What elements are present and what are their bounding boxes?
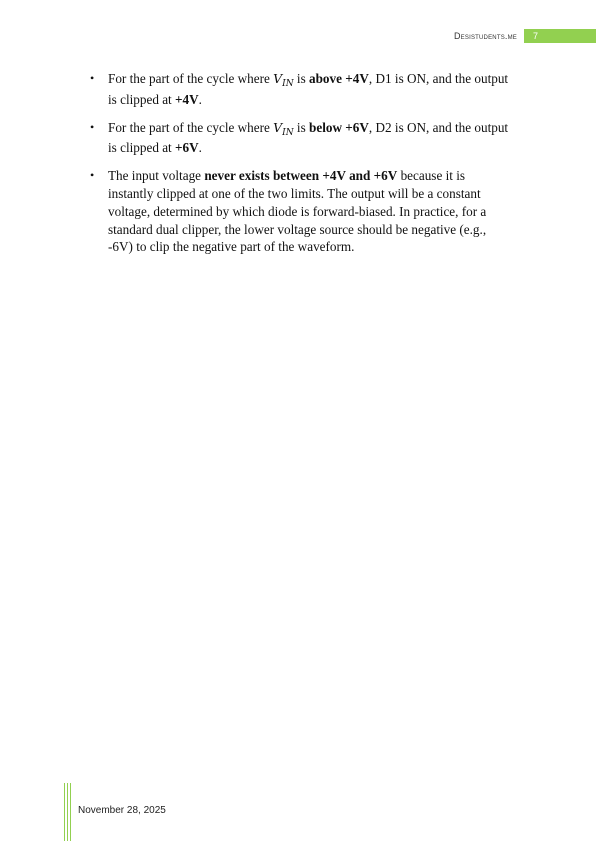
bold-text: +6V (175, 140, 199, 156)
variable-subscript: IN (282, 79, 294, 89)
text-run: For the part of the cycle where (108, 119, 274, 135)
text-run: . (198, 91, 202, 107)
text-run: because it is instantly clipped at one of the two limits. The output will be a constant voltage, determined by which diode is forward-biased. In practice, for a standard dual clipper, the lower voltage source should be negative (e.g., -6V) to clip the negative part of the waveform. (108, 168, 487, 255)
bullet-item-above-4v (90, 70, 510, 109)
text-run: is (293, 71, 309, 86)
variable-v: V (273, 119, 283, 135)
header-page-number: 7 (524, 29, 596, 43)
text-run: . (198, 140, 202, 156)
bullet-item-never-exists (90, 167, 510, 256)
text-run: , D2 is ON, and the output is clipped at (108, 119, 509, 156)
bold-text: never exists between +4V and +6V (204, 168, 398, 184)
variable-v: V (273, 71, 283, 86)
bullet-icon: • (90, 168, 95, 183)
document-body (90, 70, 510, 266)
footer-bar (64, 783, 65, 841)
bullet-list (90, 70, 510, 256)
bullet-icon: • (90, 71, 95, 85)
text-run: For the part of the cycle where (108, 71, 274, 86)
footer-date: November 28, 2025 (78, 805, 166, 816)
footer-accent-bars (64, 783, 72, 841)
bullet-item-below-6v (90, 119, 510, 158)
text-run: is (293, 119, 309, 135)
bold-text: above (309, 71, 342, 86)
bullet-text (108, 168, 486, 254)
text-run: The input voltage (108, 168, 205, 184)
bullet-text (108, 120, 508, 156)
text-run: , D1 is ON, and the output is clipped at (108, 71, 509, 107)
bold-text: below (309, 119, 342, 135)
bold-text: +4V (175, 91, 199, 107)
header-site-name: Desistudents.me (453, 31, 517, 41)
bullet-icon: • (90, 119, 95, 134)
page-header (454, 29, 596, 43)
variable-subscript: IN (282, 127, 294, 138)
footer-bar (67, 783, 68, 841)
bold-text: +6V (345, 119, 369, 135)
bullet-text (108, 71, 508, 107)
footer-bar (70, 783, 71, 841)
bold-text: +4V (345, 71, 369, 86)
